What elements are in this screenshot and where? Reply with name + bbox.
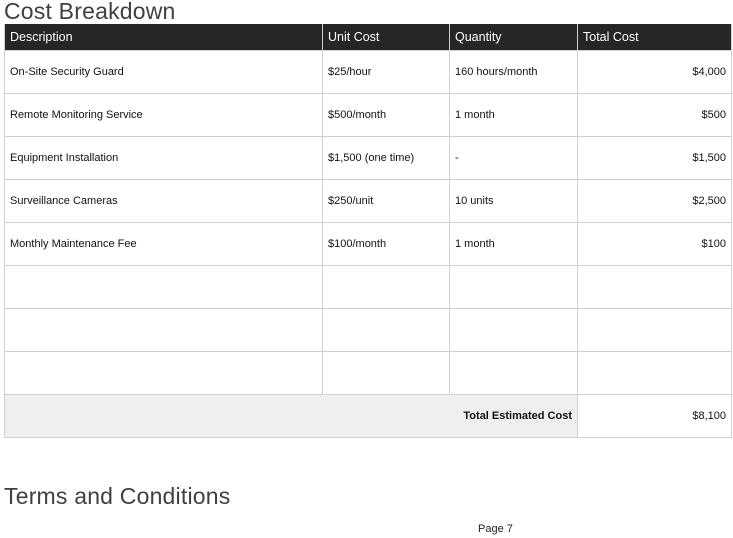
cell-quantity: 1 month <box>450 94 578 137</box>
empty-cell <box>450 309 578 352</box>
empty-cell <box>578 352 732 395</box>
total-estimated-cost-label: Total Estimated Cost <box>5 395 578 438</box>
cell-description: Monthly Maintenance Fee <box>5 223 323 266</box>
cell-description: Remote Monitoring Service <box>5 94 323 137</box>
cell-total-cost: $2,500 <box>578 180 732 223</box>
cell-total-cost: $1,500 <box>578 137 732 180</box>
empty-table-row <box>5 352 732 395</box>
empty-cell <box>323 309 450 352</box>
cell-total-cost: $500 <box>578 94 732 137</box>
empty-cell <box>578 266 732 309</box>
cell-unit-cost: $1,500 (one time) <box>323 137 450 180</box>
cell-unit-cost: $25/hour <box>323 51 450 94</box>
table-row <box>5 137 732 180</box>
cell-unit-cost: $250/unit <box>323 180 450 223</box>
empty-cell <box>5 266 323 309</box>
header-quantity: Quantity <box>450 24 578 51</box>
header-total-cost: Total Cost <box>578 24 732 51</box>
header-description: Description <box>5 24 323 51</box>
table-header-row <box>5 24 732 51</box>
cell-unit-cost: $100/month <box>323 223 450 266</box>
table-row <box>5 223 732 266</box>
cell-total-cost: $4,000 <box>578 51 732 94</box>
cell-description: Surveillance Cameras <box>5 180 323 223</box>
terms-and-conditions-heading: Terms and Conditions <box>4 483 231 509</box>
empty-table-row <box>5 266 732 309</box>
empty-cell <box>323 266 450 309</box>
table-row <box>5 94 732 137</box>
total-estimated-cost-value: $8,100 <box>578 395 732 438</box>
header-unit-cost: Unit Cost <box>323 24 450 51</box>
cell-quantity: 10 units <box>450 180 578 223</box>
cell-quantity: 1 month <box>450 223 578 266</box>
cell-total-cost: $100 <box>578 223 732 266</box>
empty-cell <box>450 266 578 309</box>
cost-table <box>4 24 732 438</box>
empty-table-row <box>5 309 732 352</box>
total-row <box>5 395 732 438</box>
cell-description: Equipment Installation <box>5 137 323 180</box>
table-row <box>5 51 732 94</box>
cell-quantity: 160 hours/month <box>450 51 578 94</box>
cell-description: On-Site Security Guard <box>5 51 323 94</box>
empty-cell <box>578 309 732 352</box>
page-number: Page 7 <box>478 523 513 535</box>
empty-cell <box>5 352 323 395</box>
table-row <box>5 180 732 223</box>
cell-quantity: - <box>450 137 578 180</box>
empty-cell <box>450 352 578 395</box>
empty-cell <box>323 352 450 395</box>
cost-breakdown-heading: Cost Breakdown <box>4 0 176 24</box>
empty-cell <box>5 309 323 352</box>
cell-unit-cost: $500/month <box>323 94 450 137</box>
